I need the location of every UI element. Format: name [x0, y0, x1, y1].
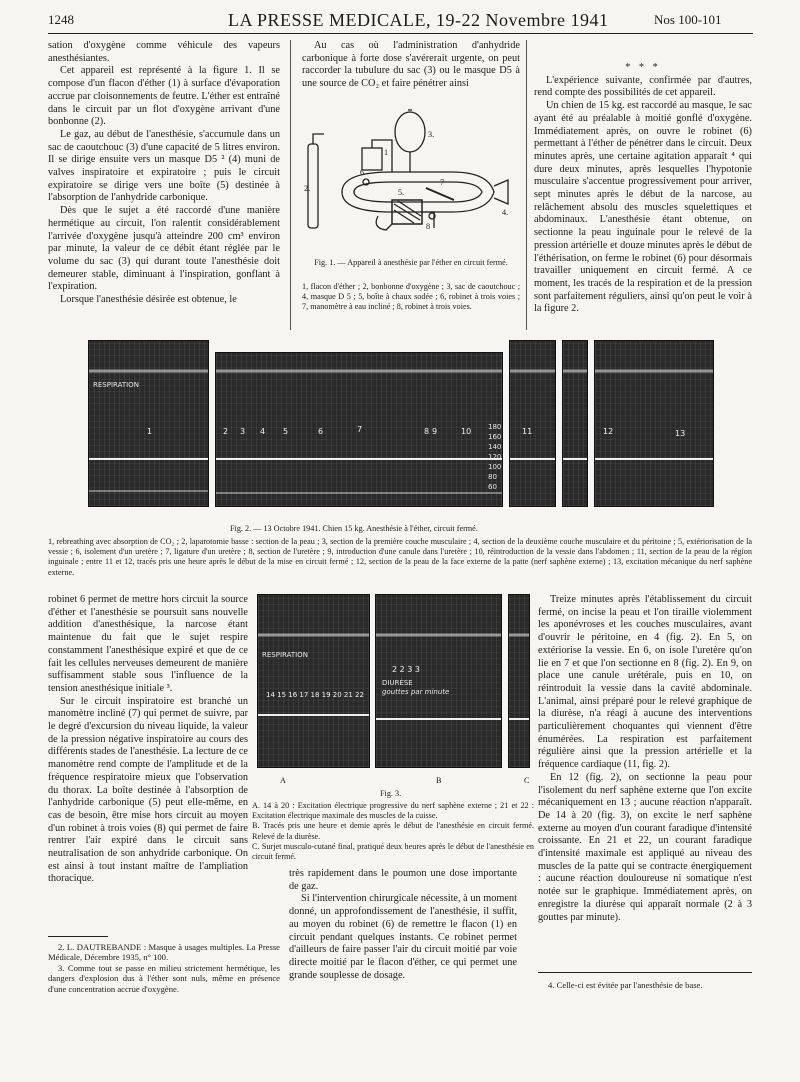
event-marks: 14 15 16 17 18 19 20 21 22 [266, 691, 364, 699]
event-marks: 2 2 3 3 [392, 665, 420, 674]
fig1-label: 2. [304, 184, 311, 193]
paragraph: robinet 6 permet de mettre hors circuit la source d'éther et l'anesthésie se poursuit sans nouvelle addition d'anesthésique, la narcose étant maintenue du fait que le sujet respire constamment l'anesthésique expiré et que de ce fait les cellules nerveuses demeurent de manière suffisamment stable sous l'influence de la tension anesthésique initiale ³. [48, 594, 248, 694]
event-mark: 11 [522, 427, 533, 436]
event-mark: 9 [432, 427, 438, 436]
respiration-label: RESPIRATION [262, 651, 308, 659]
figure-3-panel-c [508, 594, 530, 768]
figure-1-legend: 1, flacon d'éther ; 2, bonbonne d'oxygène ; 3, sac de caoutchouc ; 4, masque D 5 ; 5, boîte à chaux sodée ; 6, robinet à trois voies ; 7, manomètre à eau incliné ; 8, robinet à trois voies. [302, 282, 520, 312]
column-1-middle [48, 594, 248, 886]
figure-3-panel-a [257, 594, 370, 768]
pressure-scale: 120 [488, 453, 502, 461]
header-rule [48, 33, 753, 34]
footnote-rule [538, 972, 752, 973]
paragraph: Au cas où l'administration d'anhydride carbonique à forte dose s'avérerait urgente, on peut raccorder la tubulure du sac (3) ou le masque D5 à une source de CO₂ et faire pénétrer ainsi [302, 40, 520, 90]
figure-1-caption: Fig. 1. — Appareil à anesthésie par l'éther en circuit fermé. [314, 258, 508, 267]
column-2-bottom [289, 868, 517, 982]
section-asterisks: * * * [625, 62, 661, 73]
panel-label: B [436, 776, 442, 785]
panel-label: C [524, 776, 530, 785]
column-divider [290, 40, 291, 330]
pressure-scale: 80 [488, 473, 497, 481]
figure-2-panel [562, 340, 588, 507]
figure-2-panel [88, 340, 209, 507]
paragraph: Un chien de 15 kg. est raccordé au masque, le sac ayant été au préalable à moitié gonflé d'oxygène. Immédiatement après, on ouvre le robinet (6) permettant à l'éther de pénétrer dans le circuit. Deux minutes après, une certaine agitation apparaît ⁴ qui dure deux minutes, après lesquelles l'hypotonie musculaire s'accentue progressivement pour arriver, sept minutes après le début de la narcose, au relâchement absolu des muscles squelettiques et abdominaux. L'anesthésie étant obtenue, on sectionne la peau inguinale pour le relevé de la pression artérielle et douze minutes après le début de l'éthérisation, on ferme le robinet (6) pour désormais travailler uniquement en circuit fermé. A ce moment, les tracés de la respiration et de la pression sont parfaitement réguliers, ainsi qu'on peut le voir à la figure 2. [534, 100, 752, 315]
paragraph: très rapidement dans le poumon une dose importante de gaz. [289, 868, 517, 892]
legend-item: C. Surjet musculo-cutané final, pratiqué deux heures après le début de l'anesthésie en circuit fermé. [252, 841, 534, 862]
figure-3-panel-b [375, 594, 502, 768]
event-mark: 6 [318, 427, 324, 436]
column-3-top [534, 40, 752, 316]
respiration-label: RESPIRATION [93, 381, 139, 389]
footnote-right: 4. Celle-ci est évitée par l'anesthésie de base. [548, 980, 703, 990]
paragraph: En 12 (fig. 2), on sectionne la peau pour l'isolement du nerf saphène externe que l'on excite mécaniquement en 13 ; aucune réaction n'apparaît. De 14 à 20 (fig. 3), on excite le nerf saphène externe au moyen d'un courant faradique d'intensité croissante. En 21 et 22, un courant faradique d'intensité maximale est appliqué au niveau des muscles de la patte qui se contracte énergiquement : aucune réaction douloureuse ni somatique n'est notée sur le graphique. Immédiatement après, on enregistre la diurèse qui apparaît normale (2 à 3 gouttes par minute). [538, 771, 752, 923]
fig1-label: 3. [428, 130, 435, 139]
paragraph: L'expérience suivante, confirmée par d'autres, rend compte des possibilités de cet appareil. [534, 74, 752, 99]
footnote: 3. Comme tout se passe en milieu strictement hermétique, les dangers d'explosion dus à l'éther sont nuls, même en présence d'une concentration accrue d'oxygène. [48, 962, 280, 994]
paragraph: Lorsque l'anesthésie désirée est obtenue, le [60, 294, 237, 306]
column-3-middle [538, 594, 752, 924]
figure-2-panel [215, 352, 503, 507]
event-mark: 1 [147, 427, 153, 436]
figure-2-panel [594, 340, 714, 507]
fig1-label: 6 [360, 168, 365, 177]
figure-3-caption: Fig. 3. [380, 789, 402, 798]
footnote: 2. L. DAUTREBANDE : Masque à usages multiples. La Presse Médicale, Décembre 1935, n° 100. [48, 942, 280, 963]
column-1-top [48, 40, 280, 307]
event-mark: 3 [240, 427, 246, 436]
column-divider [526, 40, 527, 330]
pressure-scale: 60 [488, 483, 497, 491]
paragraph: Dès que le sujet a été raccordé d'une manière hermétique au circuit, l'on ralentit considérablement l'arrivée d'oxygène jusqu'à atteindre 200 cm³ environ par minute, la valeur de ce débit étant réglée par le volume du sac (3) qui durant toute l'anesthésie doit demeurer stable, diminuant à l'inspiration, gonflant à l'expiration. [48, 205, 280, 293]
footnote-rule [48, 936, 108, 937]
paragraph: sation d'oxygène comme véhicule des vapeurs anesthésiantes. [48, 40, 280, 64]
event-mark: 4 [260, 427, 266, 436]
paragraph: Treize minutes après l'établissement du circuit fermé, on incise la peau et l'on tiraille violemment les aponévroses et les couches musculaires, avant d'ouvrir le péritoine, en 4 (fig. 2). En 5, on extériorise la vessie. En 6, on isole l'uretère qu'on lie en 7 et que l'on sectionne en 8 (fig. 2). En 9, on place une canule urétérale, puis en 10, on réintroduit la vessie dans la cavité abdominale. L'animal, ainsi préparé pour le relevé graphique de la diurèse, n'a réagi à aucune des interventions particulièrement choquantes qui viennent d'être énumérées. La respiration est parfaitement régulière ainsi que la pression artérielle et la fréquence cardiaque (11, fig. 2). [538, 594, 752, 771]
event-mark: 2 [223, 427, 229, 436]
fig1-label: 5. [398, 188, 405, 197]
pressure-scale: 100 [488, 463, 502, 471]
fig1-label: 1 [384, 148, 389, 157]
panel-label: A [280, 776, 286, 785]
figure-2-panel [509, 340, 556, 507]
event-mark: 13 [675, 429, 686, 438]
footnotes-left [48, 942, 280, 994]
diuresis-sublabel: gouttes par minute [382, 688, 450, 696]
paragraph: Le gaz, au début de l'anesthésie, s'accumule dans un sac de caoutchouc (3) d'une capacité de 5 litres environ. Il se dirige ensuite vers un masque D5 ² (4) muni de valves inspiratoire et expiratoire ; puis le circuit expiratoire se dirige vers une boîte (5) destinée à l'absorption de l'anhydride carbonique. [48, 128, 280, 204]
paragraph: Cet appareil est représenté à la figure 1. Il se compose d'un flacon d'éther (1) à surface d'évaporation accrue par cloisonnements de feutre. L'éther est entraîné dans le circuit par un flot d'oxygène arrivant d'une bonbonne (2). [48, 65, 280, 128]
event-mark: 7 [357, 425, 363, 434]
fig1-label: 8 [426, 222, 431, 231]
event-mark: 8 [424, 427, 430, 436]
figure-1-diagram [302, 104, 520, 254]
fig1-label: 4. [502, 208, 509, 217]
event-mark: 5 [283, 427, 289, 436]
pressure-scale: 180 [488, 423, 502, 431]
fig1-label: 7 [440, 178, 445, 187]
event-mark: 10 [461, 427, 472, 436]
legend-item: A. 14 à 20 : Excitation électrique progressive du nerf saphène externe ; 21 et 22 : Excitation électrique maximale des muscles de la cuisse. [252, 801, 534, 821]
figure-3-legend [252, 801, 534, 862]
paragraph: Sur le circuit inspiratoire est branché un manomètre incliné (7) qui permet de suivre, par le degré d'excursion du niveau liquide, la valeur de la pression négative inspiratoire au cours des différents stades de l'anesthésie. La lecture de ce manomètre rend compte de l'amplitude et de la fréquence respiratoire mieux que l'observation du thorax. La boîte destinée à l'absorption de l'anhydride carbonique (5) peut elle-même, en cas de besoin, être mise hors circuit au moyen d'un robinet à trois voies (8) qui permet de faire rentrer l'air expiré dans le circuit sans neutralisation de son anhydride carbonique. On est ainsi à tout instant maître de l'ampliation thoracique. [48, 695, 248, 885]
event-mark: 12 [603, 427, 614, 436]
legend-item: B. Tracés pris une heure et demie après le début de l'anesthésie en circuit fermé. Relevé de la diurèse. [252, 821, 534, 841]
pressure-scale: 160 [488, 433, 502, 441]
figure-2-caption: Fig. 2. — 13 Octobre 1941. Chien 15 kg. Anesthésie à l'éther, circuit fermé. [230, 524, 478, 533]
column-2-top [302, 40, 520, 91]
pressure-scale: 140 [488, 443, 502, 451]
issue-number: Nos 100-101 [654, 12, 722, 27]
journal-title: LA PRESSE MEDICALE, 19-22 Novembre 1941 [228, 10, 609, 30]
paragraph: Si l'intervention chirurgicale nécessite, à un moment donné, un approfondissement de l'anesthésie, il suffit, au moyen du robinet (6) de remettre le flacon (1) en circuit pendant quelques instants. Ce robinet permet d'ailleurs de faire passer l'air du circuit moitié par voie directe moitié par le flacon d'éther, ce qui permet une grande souplesse de dosage. [289, 893, 517, 981]
figure-2-legend: 1, rebreathing avec absorption de CO₂ ; 2, laparotomie basse : section de la peau ; 3, section de la première couche musculaire ; 4, section de la deuxième couche musculaire et du péritoine ; 5, extériorisation de la vessie ; 6, isolement d'un uretère ; 7, ligature d'un uretère ; 8, section de l'uretère ; 9, introduction d'une canule dans l'uretère ; 10, réintroduction de la vessie dans l'abdomen ; 11, section de la peau de la région inguinale ; entre 11 et 12, tracés pris une heure après le début de la mise en circuit fermé ; 12, section de la peau de la face externe de la patte (nerf saphène externe) ; 13, excitation mécanique du nerf saphène externe. [48, 537, 752, 577]
diuresis-label: DIURÈSE [382, 679, 413, 687]
page-number: 1248 [48, 12, 74, 27]
